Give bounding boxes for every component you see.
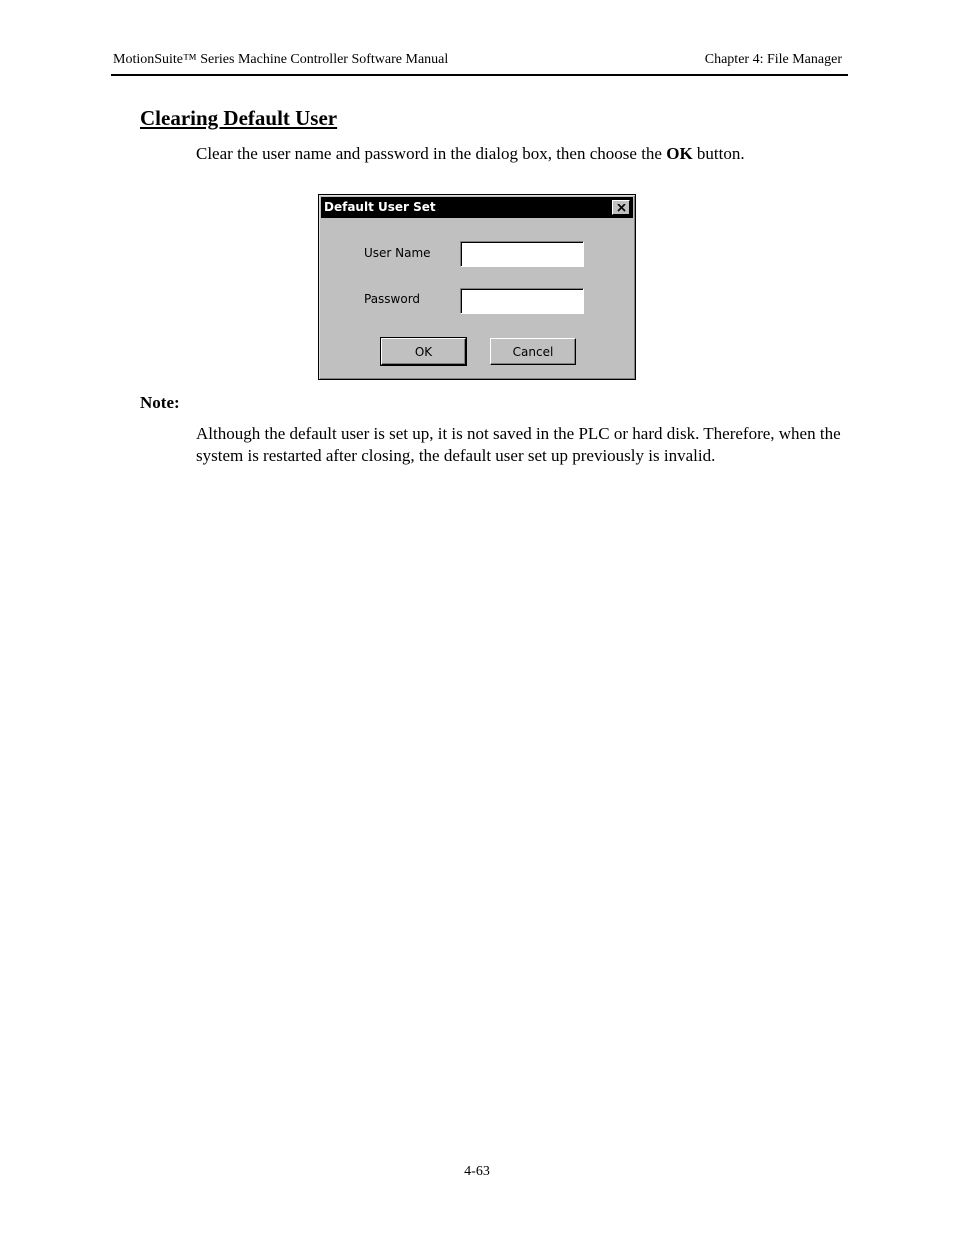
intro-text-bold: OK: [666, 144, 693, 163]
page-header-right: Chapter 4: File Manager: [704, 52, 842, 67]
ok-button[interactable]: OK: [381, 338, 466, 365]
dialog-titlebar: [321, 197, 633, 218]
intro-paragraph: [196, 143, 745, 165]
password-input[interactable]: [460, 288, 584, 314]
user-name-input[interactable]: [460, 241, 584, 267]
default-user-set-dialog: [318, 194, 636, 380]
page-header-left: MotionSuite™ Series Machine Controller Software Manual: [113, 52, 449, 67]
password-label: Password: [364, 292, 421, 306]
dialog-title: Default User Set: [324, 200, 436, 214]
section-title: Clearing Default User: [140, 106, 338, 130]
note-paragraph: Although the default user is set up, it is not saved in the PLC or hard disk. Therefore, when the system is restarted after closing, the default user set up previously is invalid.: [196, 424, 841, 465]
close-button[interactable]: [612, 200, 630, 215]
intro-text-before: Clear the user name and password in the dialog box, then choose the: [196, 144, 667, 163]
cancel-button[interactable]: Cancel: [490, 338, 576, 365]
close-icon: [617, 204, 626, 212]
intro-text-after: button.: [692, 144, 745, 163]
page-number: 4-63: [464, 1164, 490, 1179]
header-divider: [111, 74, 848, 76]
note-label: Note:: [140, 393, 180, 412]
user-name-label: User Name: [364, 246, 431, 260]
